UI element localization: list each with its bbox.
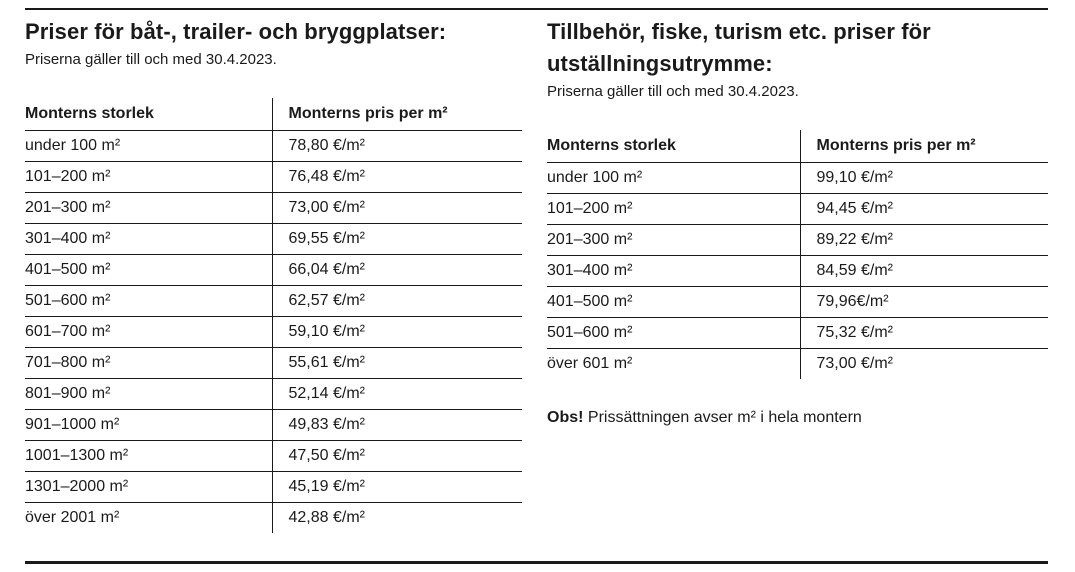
table-row bbox=[547, 348, 1048, 379]
column-header-price-per-m2: Monterns pris per m² bbox=[272, 98, 522, 130]
table-row bbox=[547, 193, 1048, 224]
bottom-rule bbox=[25, 561, 1048, 564]
stand-size-cell: 801–900 m² bbox=[25, 378, 272, 409]
boat-price-table bbox=[25, 98, 522, 533]
price-cell: 78,80 €/m² bbox=[272, 130, 522, 161]
table-row bbox=[547, 255, 1048, 286]
price-cell: 52,14 €/m² bbox=[272, 378, 522, 409]
stand-size-cell: 501–600 m² bbox=[547, 317, 800, 348]
exhibition-prices-validity-note: Priserna gäller till och med 30.4.2023. bbox=[547, 83, 799, 100]
stand-size-cell: 101–200 m² bbox=[25, 161, 272, 192]
column-header-stand-size: Monterns storlek bbox=[25, 98, 272, 130]
stand-size-cell: 301–400 m² bbox=[25, 223, 272, 254]
stand-size-cell: 701–800 m² bbox=[25, 347, 272, 378]
price-cell: 73,00 €/m² bbox=[800, 348, 1048, 379]
exhibition-prices-title bbox=[547, 16, 1048, 80]
table-row bbox=[547, 162, 1048, 193]
stand-size-cell: 601–700 m² bbox=[25, 316, 272, 347]
stand-size-cell: över 2001 m² bbox=[25, 508, 120, 526]
section-boat-trailer-berth-prices bbox=[25, 10, 522, 533]
table-row bbox=[25, 471, 522, 502]
stand-size-cell: 201–300 m² bbox=[547, 224, 800, 255]
table-row bbox=[25, 440, 522, 471]
table-row bbox=[25, 502, 522, 533]
price-cell: 45,19 €/m² bbox=[272, 471, 522, 502]
table-row bbox=[25, 254, 522, 285]
table-row bbox=[25, 409, 522, 440]
table-row bbox=[25, 316, 522, 347]
stand-size-cell: 401–500 m² bbox=[547, 286, 800, 317]
table-row bbox=[25, 192, 522, 223]
exhibition-prices-title-line1: Tillbehör, fiske, turism etc. priser för bbox=[547, 19, 931, 44]
table-header-row bbox=[547, 130, 1048, 162]
pricing-note bbox=[547, 407, 1048, 429]
table-row bbox=[25, 161, 522, 192]
price-cell: 55,61 €/m² bbox=[272, 347, 522, 378]
table-row bbox=[25, 378, 522, 409]
table-row bbox=[25, 130, 522, 161]
stand-size-cell: 201–300 m² bbox=[25, 192, 272, 223]
price-cell: 42,88 €/m² bbox=[272, 502, 522, 533]
stand-size-cell: under 100 m² bbox=[25, 130, 272, 161]
exhibition-prices-title-line2: utställningsutrymme: bbox=[547, 51, 773, 76]
price-cell: 75,32 €/m² bbox=[800, 317, 1048, 348]
price-cell: 76,48 €/m² bbox=[272, 161, 522, 192]
stand-size-cell: 301–400 m² bbox=[547, 255, 800, 286]
stand-size-cell: 401–500 m² bbox=[25, 254, 272, 285]
stand-size-cell: 1301–2000 m² bbox=[25, 471, 272, 502]
content-columns bbox=[25, 10, 1048, 533]
price-cell: 59,10 €/m² bbox=[272, 316, 522, 347]
column-header-price-per-m2: Monterns pris per m² bbox=[800, 130, 1048, 162]
price-cell: 99,10 €/m² bbox=[800, 162, 1048, 193]
table-row bbox=[25, 347, 522, 378]
table-row bbox=[25, 223, 522, 254]
stand-size-cell: 501–600 m² bbox=[25, 285, 272, 316]
price-cell: 47,50 €/m² bbox=[272, 440, 522, 471]
stand-size-cell: under 100 m² bbox=[547, 162, 800, 193]
price-cell: 73,00 €/m² bbox=[272, 192, 522, 223]
boat-prices-validity-note: Priserna gäller till och med 30.4.2023. bbox=[25, 51, 277, 68]
boat-prices-title: Priser för båt-, trailer- och bryggplatser: bbox=[25, 19, 447, 44]
section-exhibition-space-prices bbox=[547, 10, 1048, 429]
table-row bbox=[25, 285, 522, 316]
stand-size-cell: 101–200 m² bbox=[547, 193, 800, 224]
stand-size-cell: 1001–1300 m² bbox=[25, 440, 272, 471]
price-cell: 62,57 €/m² bbox=[272, 285, 522, 316]
price-cell: 69,55 €/m² bbox=[272, 223, 522, 254]
stand-size-cell: över 601 m² bbox=[547, 354, 633, 372]
table-row bbox=[547, 224, 1048, 255]
price-cell: 49,83 €/m² bbox=[272, 409, 522, 440]
table-row bbox=[547, 286, 1048, 317]
table-header-row bbox=[25, 98, 522, 130]
price-cell: 66,04 €/m² bbox=[272, 254, 522, 285]
price-cell: 94,45 €/m² bbox=[800, 193, 1048, 224]
pricing-note-emphasis: Obs! bbox=[547, 409, 584, 426]
table-row bbox=[547, 317, 1048, 348]
stand-size-cell: 901–1000 m² bbox=[25, 409, 272, 440]
price-cell: 79,96€/m² bbox=[800, 286, 1048, 317]
price-cell: 84,59 €/m² bbox=[800, 255, 1048, 286]
price-cell: 89,22 €/m² bbox=[800, 224, 1048, 255]
exhibition-price-table bbox=[547, 130, 1048, 379]
column-header-stand-size: Monterns storlek bbox=[547, 130, 800, 162]
pricing-note-text: Prissättningen avser m² i hela montern bbox=[583, 409, 862, 426]
